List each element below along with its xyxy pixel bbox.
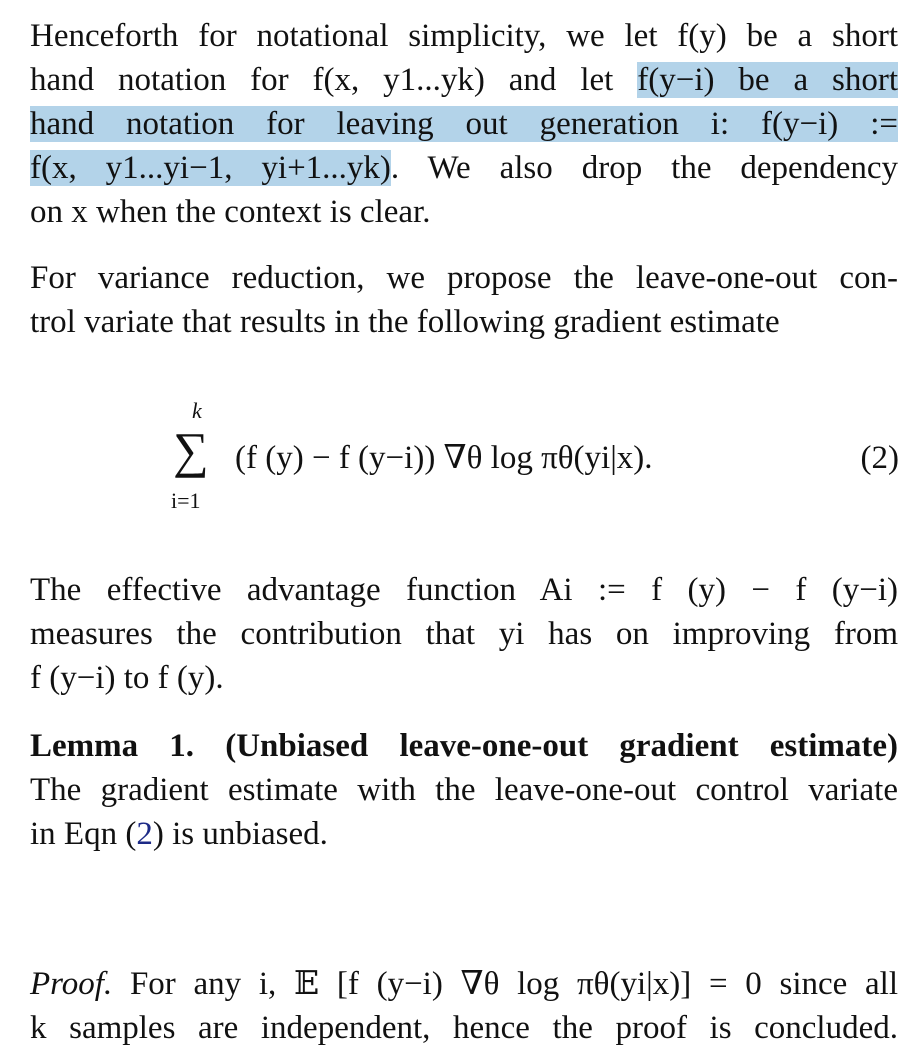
para3-line1: The effective advantage function Ai := f (y) − f (y−i) bbox=[30, 572, 898, 608]
equation-body: (f (y) − f (y−i)) ∇θ log πθ(yi|x). bbox=[235, 440, 653, 476]
para1-line3 bbox=[30, 102, 898, 146]
para3-line2: measures the contribution that yi has on improving from bbox=[30, 616, 898, 652]
equation-2 bbox=[165, 398, 905, 523]
para1-line2: hand notation for f(x, y1...yk) and let f(y−i) be a short bbox=[30, 62, 898, 98]
eqn-ref-link[interactable]: 2 bbox=[136, 816, 153, 852]
sum-upper-limit: k bbox=[192, 398, 202, 423]
sum-lower-limit: i=1 bbox=[171, 488, 201, 513]
lemma-head: Lemma 1. bbox=[30, 728, 195, 764]
para2-line1: For variance reduction, we propose the leave-one-out con- bbox=[30, 260, 898, 296]
lemma-title: (Unbiased leave-one-out gradient estimate) bbox=[225, 728, 898, 764]
para3-line3: f (y−i) to f (y). bbox=[30, 660, 224, 696]
lemma-line3 bbox=[30, 812, 898, 856]
lemma-line3-pre: in Eqn ( bbox=[30, 816, 137, 852]
equation-number: (2) bbox=[860, 440, 899, 476]
selection-highlight: f(y−i) be a short bbox=[637, 62, 898, 98]
summation-symbol: ∑ bbox=[173, 422, 209, 478]
selection-highlight: f(x, y1...yi−1, yi+1...yk) bbox=[30, 150, 391, 186]
proof-line1 bbox=[30, 962, 898, 1006]
proof-line1-text: For any i, 𝔼 [f (y−i) ∇θ log πθ(yi|x)] = 0 since all bbox=[129, 966, 899, 1002]
proof-head: Proof. bbox=[30, 966, 113, 1002]
para1-line5: on x when the context is clear. bbox=[30, 194, 431, 230]
lemma-line3-post: ) is unbiased. bbox=[152, 816, 328, 852]
para1-line4: f(x, y1...yi−1, yi+1...yk). We also drop the dependency bbox=[30, 150, 898, 186]
lemma-line2: The gradient estimate with the leave-one-out control variate bbox=[30, 772, 898, 808]
selection-highlight: hand notation for leaving out generation i: f(y−i) := bbox=[30, 106, 898, 142]
para1-line1: Henceforth for notational simplicity, we let f(y) be a short bbox=[30, 18, 898, 54]
para2-line2: trol variate that results in the following gradient estimate bbox=[30, 304, 780, 340]
proof-line2: k samples are independent, hence the proof is concluded. bbox=[30, 1010, 898, 1046]
lemma-line1 bbox=[30, 724, 898, 768]
